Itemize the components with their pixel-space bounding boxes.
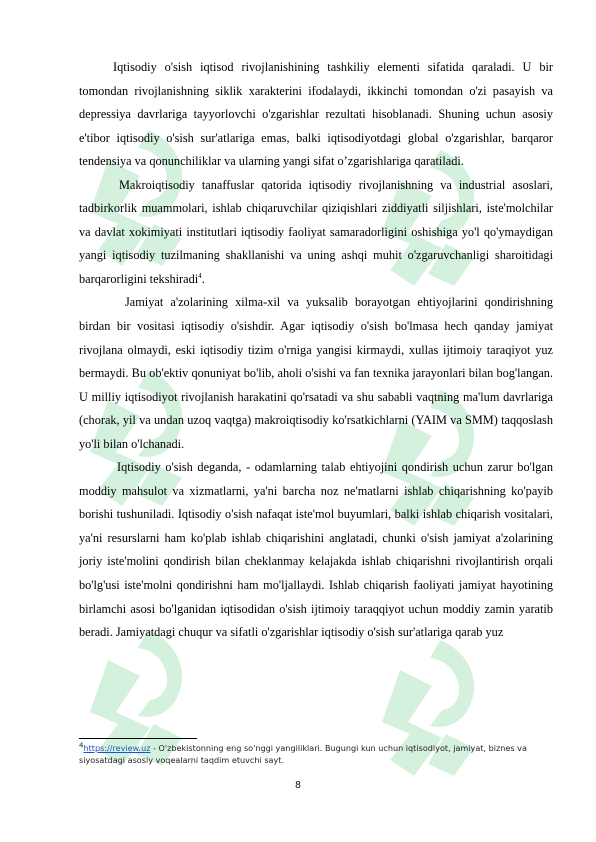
footnote-text: - O'zbekistonning eng so'nggi yangiliklari. Bugungi kun uchun iqtisodiyot, jamiyat, biznes va siyosatdagi asosiy voqealarni taqdim etuvchi sayt. [79, 743, 527, 765]
paragraph-text: Makroiqtisodiy tanaffuslar qatorida iqtisodiy rivojlanishning va industrial asoslari, tadbirkorlik muammolari, ishlab chiqaruvchilar qiziqishlari ziddiyatli siljishlari, iste'molchilar va davlat xokimiyati institutlari iqtisodiy faoliyat samaradorligini oshishiga yo'l qo'ymaydigan yangi iqtisodiy tuzilmaning shakllanishi va uning ashqi muhit o'zgaruvchanligi sharoitidagi barqarorligini tekshiradi [79, 177, 553, 286]
footnote-separator [79, 738, 197, 739]
paragraph [79, 291, 553, 456]
paragraph-text: Iqtisodiy o'sish iqtisod rivojlanishining tashkiliy elementi sifatida qaraladi. U bir tomondan rivojlanishning siklik xarakterini ifodalaydi, ikkinchi tomondan o'zi pasayish va depressiya davrlariga tayyorlovchi o'zgarishlar rezultati hisoblanadi. Shuning uchun asosiy e'tibor iqtisodiy o'sish sur'atlariga emas, balki iqtisodiyotdagi global o'zgarishlar, barqaror tendensiya va qonunchiliklar va ularning yangi sifat o’zgarishlariga qaratiladi. [79, 60, 553, 169]
page-number: 8 [294, 780, 302, 791]
paragraph [79, 56, 553, 174]
paragraph [79, 174, 553, 292]
paragraph-text: Iqtisodiy o'sish deganda, - odamlarning talab ehtiyojini qondirish uchun zarur bo'lgan moddiy mahsulot va xizmatlarni, ya'ni barcha noz ne'matlarni ishlab chiqarishning ko'payib borishi tushuniladi. Iqtisodiy o'sish nafaqat iste'mol buyumlari, balki ishlab chiqarish vositalari, ya'ni resurslarni ham ko'plab ishlab chiqarishini anglatadi, chunki o'sish jamiyat a'zolarining joriy iste'molini qondirish bilan cheklanmay kelajakda ishlab chiqarishni rivojlantirish orqali bo'lg'usi iste'molni qondirishni ham mo'ljallaydi. Ishlab chiqarish faoliyati jamiyat hayotining birlamchi asosi bo'lganidan iqtisodidan o'sish ijtimoiy taraqqiyot uchun moddiy zamin yaratib beradi. Jamiyatdagi chuqur va sifatli o'zgarishlar iqtisodiy o'sish sur'atlariga qarab yuz [79, 460, 553, 640]
paragraph-text: Jamiyat a'zolarining xilma-xil va yuksalib borayotgan ehtiyojlarini qondirishning birdan bir vositasi iqtisodiy o'sishdir. Agar iqtisodiy o'sish bo'lmasa hech qanday jamiyat rivojlana olmaydi, eski iqtisodiy tizim o'rniga yangisi kirmaydi, xullas ijtimoiy taraqiyot yuz bermaydi. Bu ob'ektiv qonuniyat bo'lib, aholi o'sishi va fan texnika jarayonlari bilan bog'langan. U milliy iqtisodiyot rivojlanish harakatini qo'rsatadi va shu sababli vaqtning ma'lum davrlariga (chorak, yil va undan uzoq vaqtga) makroiqtisodiy ko'rsatkichlarni (YAIM va SMM) taqqoslash yo'li bilan o'lchanadi. [79, 295, 553, 451]
paragraph-end: . [201, 271, 205, 286]
body-text [79, 56, 553, 645]
footnote-link[interactable]: https://review.uz [83, 743, 151, 753]
footnote [79, 742, 553, 766]
footnote-reference[interactable]: 4 [198, 271, 202, 280]
footnote-number: 4 [79, 741, 84, 750]
paragraph [79, 456, 553, 644]
